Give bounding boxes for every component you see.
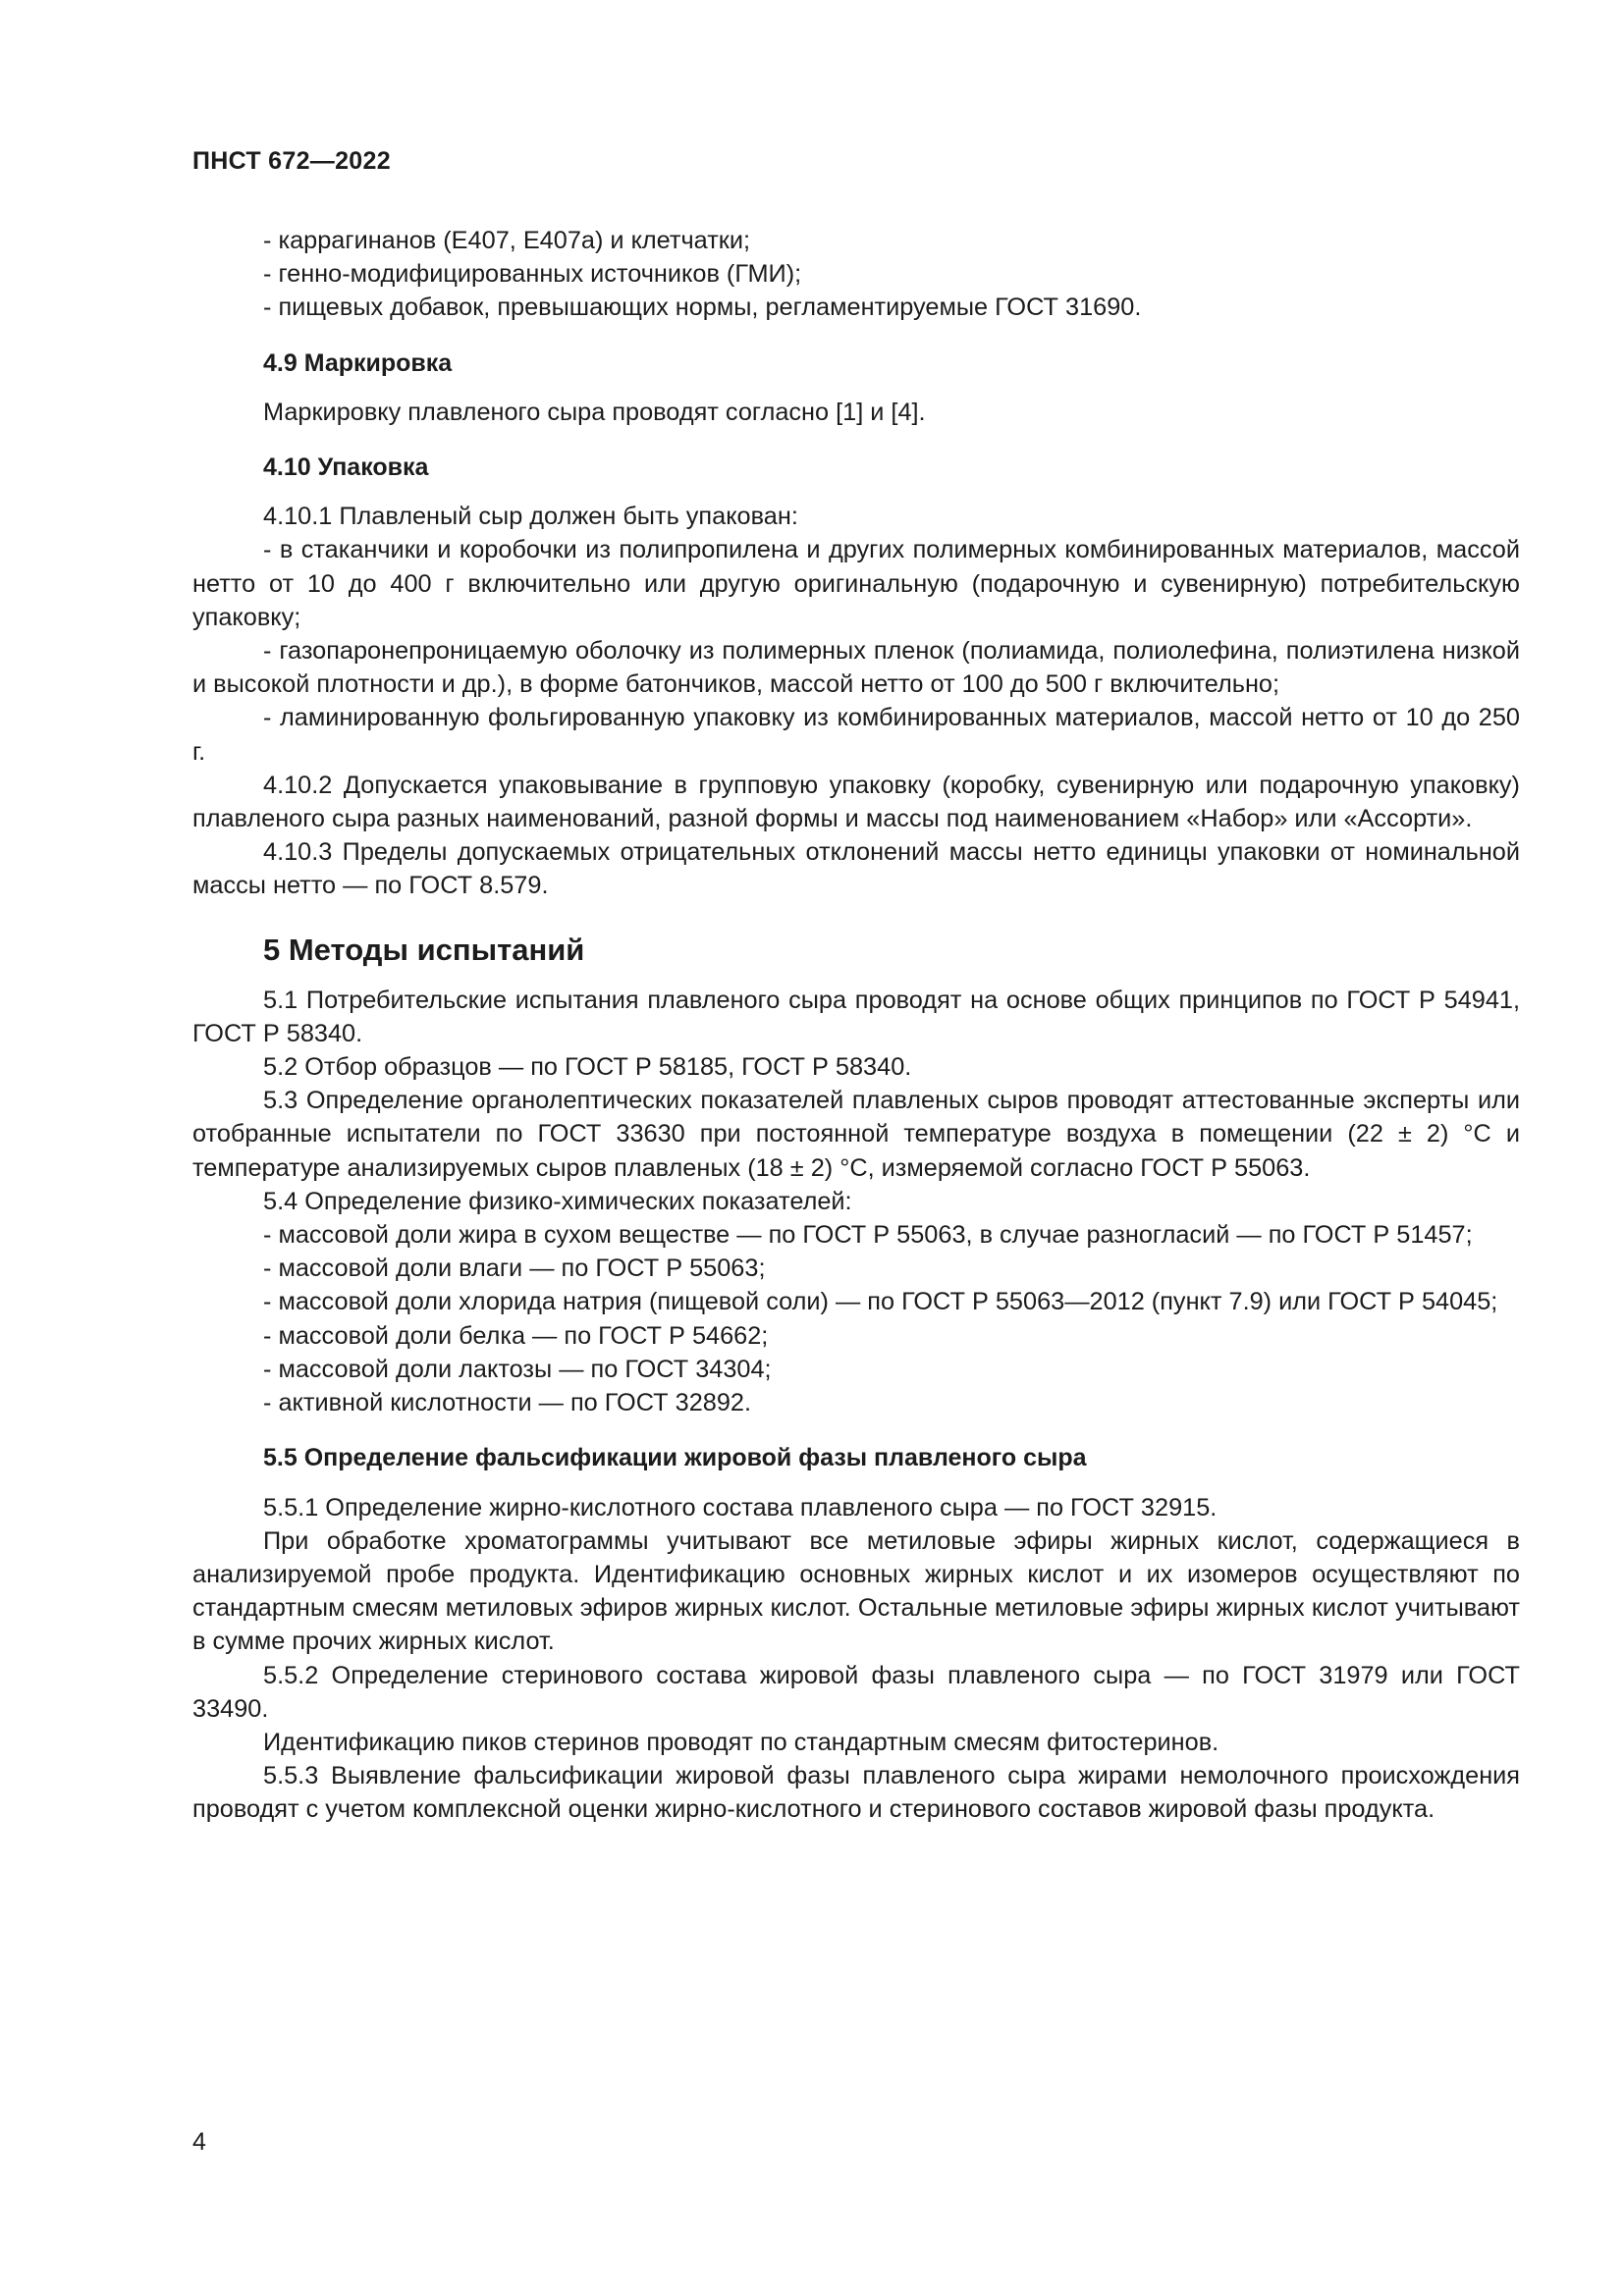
- paragraph: 5.5.1 Определение жирно-кислотного состава плавленого сыра — по ГОСТ 32915.: [263, 1493, 1218, 1522]
- paragraph: 5.1 Потребительские испытания плавленого сыра проводят на основе общих принципов по ГОСТ Р 54941, ГОСТ Р 58340.: [192, 986, 1520, 1047]
- paragraph: При обработке хроматограммы учитывают все метиловые эфиры жирных кислот, содержащиеся в анализируемой пробе продукта. Идентификацию основных жирных кислот и их изомеров осуществляют по стандартным смесям метиловых эфиров жирных кислот. Остальные метиловые эфиры жирных кислот учитывают в сумме прочих жирных кислот.: [192, 1526, 1520, 1656]
- list-item: - массовой доли влаги — по ГОСТ Р 55063;: [263, 1255, 766, 1283]
- paragraph: 5.3 Определение органолептических показателей плавленых сыров проводят аттестованные эксперты или отобранные испытатели по ГОСТ 33630 при постоянной температуре воздуха в помещении (22 ± 2) °С и температуре анализируемых сыров плавленых (18 ± 2) °С, измеряемой согласно ГОСТ Р 55063.: [192, 1087, 1520, 1182]
- section-heading-5-5: 5.5 Определение фальсификации жировой фазы плавленого сыра: [263, 1444, 1087, 1472]
- paragraph: 4.10.3 Пределы допускаемых отрицательных отклонений массы нетто единицы упаковки от номинальной массы нетто — по ГОСТ 8.579.: [192, 838, 1520, 900]
- list-item: - генно-модифицированных источников (ГМИ);: [263, 260, 802, 289]
- list-item: - газопаронепроницаемую оболочку из полимерных пленок (полиамида, полиолефина, полиэтилена низкой и высокой плотности и др.), в форме батончиков, массой нетто от 100 до 500 г включительно;: [192, 637, 1520, 699]
- list-item: - ламинированную фольгированную упаковку из комбинированных материалов, массой нетто от 10 до 250 г.: [192, 704, 1520, 766]
- paragraph: 5.4 Определение физико-химических показателей:: [263, 1187, 852, 1215]
- document-body: [192, 224, 1520, 1827]
- paragraph: Маркировку плавленого сыра проводят согласно [1] и [4].: [263, 398, 926, 426]
- list-item: - массовой доли белка — по ГОСТ Р 54662;: [263, 1321, 769, 1350]
- paragraph: 4.10.2 Допускается упаковывание в групповую упаковку (коробку, сувенирную или подарочную упаковку) плавленого сыра разных наименований, разной формы и массы под наименованием «Набор» или «Ассорти».: [192, 771, 1520, 833]
- paragraph: 5.5.3 Выявление фальсификации жировой фазы плавленого сыра жирами немолочного происхождения проводят с учетом комплексной оценки жирно-кислотного и стеринового составов жировой фазы продукта.: [192, 1762, 1520, 1824]
- paragraph: 5.2 Отбор образцов — по ГОСТ Р 58185, ГОСТ Р 58340.: [263, 1053, 912, 1082]
- list-item: - массовой доли хлорида натрия (пищевой соли) — по ГОСТ Р 55063—2012 (пункт 7.9) или ГОСТ Р 54045;: [263, 1288, 1498, 1316]
- page-number: 4: [192, 2128, 206, 2156]
- paragraph: Идентификацию пиков стеринов проводят по стандартным смесям фитостеринов.: [263, 1728, 1219, 1756]
- list-item: - массовой доли жира в сухом веществе — по ГОСТ Р 55063, в случае разногласий — по ГОСТ Р 51457;: [263, 1221, 1473, 1250]
- section-heading-4-10: 4.10 Упаковка: [263, 454, 429, 482]
- paragraph: 5.5.2 Определение стеринового состава жировой фазы плавленого сыра — по ГОСТ 31979 или ГОСТ 33490.: [192, 1661, 1520, 1723]
- list-item: - массовой доли лактозы — по ГОСТ 34304;: [263, 1355, 772, 1383]
- list-item: - в стаканчики и коробочки из полипропилена и других полимерных комбинированных материалов, массой нетто от 10 до 400 г включительно или другую оригинальную (подарочную и сувенирную) потребительскую упаковку;: [192, 536, 1520, 631]
- section-heading-4-9: 4.9 Маркировка: [263, 348, 453, 377]
- document-code: ПНСТ 672—2022: [192, 147, 391, 175]
- paragraph: 4.10.1 Плавленый сыр должен быть упакован:: [263, 503, 798, 531]
- section-heading-5: 5 Методы испытаний: [263, 932, 585, 967]
- list-item: - активной кислотности — по ГОСТ 32892.: [263, 1389, 752, 1417]
- list-item: - каррагинанов (Е407, Е407а) и клетчатки;: [263, 227, 751, 254]
- list-item: - пищевых добавок, превышающих нормы, регламентируемые ГОСТ 31690.: [263, 294, 1142, 322]
